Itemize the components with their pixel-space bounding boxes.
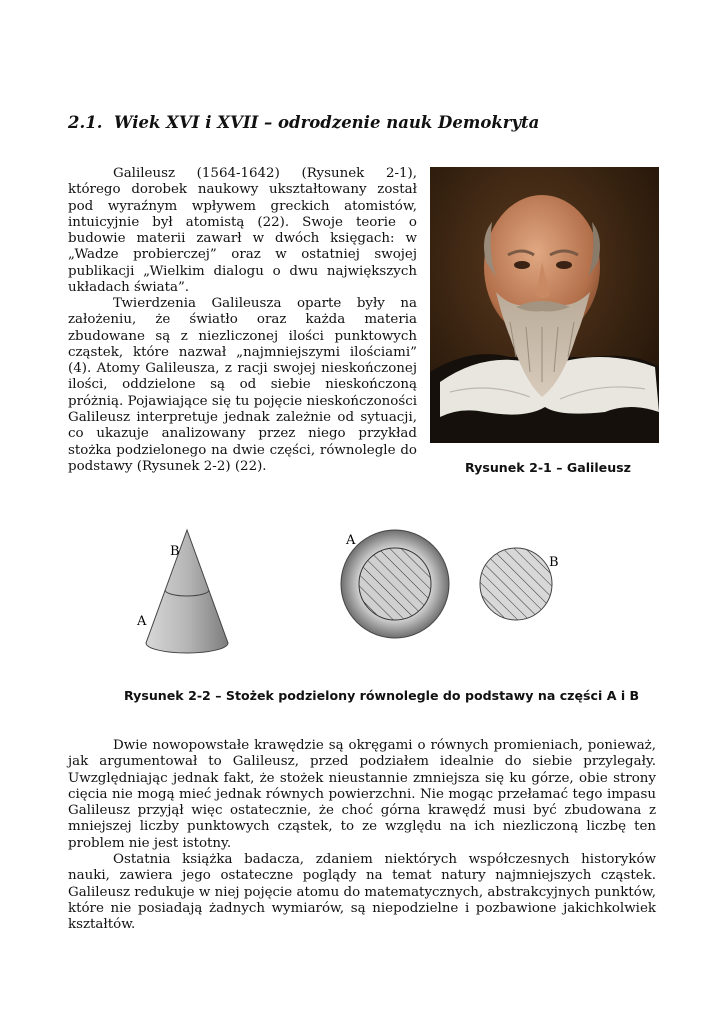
disk-section-b: [480, 548, 559, 620]
paragraph-4-text: Ostatnia książka badacza, zdaniem niektórych współczesnych historyków nauki, zawiera jego ostateczne poglądy na temat natury najmniejszych cząstek. Galileusz redukuje w niej pojęcie atomu do matematycznych, abstrakcyjnych punktów, które nie posiadają żadnych wymiarów, są niepodzielne i pozbawione jakichkolwiek kształtów.: [68, 852, 656, 933]
paragraph-4: [68, 852, 656, 933]
ring-label-a: A: [346, 533, 356, 548]
cone: [136, 530, 228, 653]
galileo-portrait: [430, 167, 659, 443]
figure-1-caption: Rysunek 2-1 – Galileusz: [465, 460, 632, 475]
cone-diagram: [120, 528, 580, 668]
paragraph-3-text: Dwie nowopowstałe krawędzie są okręgami o równych promieniach, ponieważ, jak argumentował to Galileusz, przed podziałem idealnie do siebie przylegały. Uwzględniając jednak fakt, że stożek nieustannie zmniejsza się ku górze, obie strony cięcia nie mogą mieć jednak równych powierzchni. Nie mogąc przełamać tego impasu Galileusz przyjął więc ostatecznie, że choć górna krawędź musi być zbudowana z mniejszej liczby punktowych cząstek, to ze względu na ich niezliczoną liczbę ten problem nie jest istotny.: [68, 738, 656, 851]
paragraph-2-text: Twierdzenia Galileusza oparte były na założeniu, że światło oraz każda materia zbudowane są z niezliczonej ilości punktowych cząstek, które nazwał „najmniejszymi ilościami” (4). Atomy Galileusza, z racji swojej nieskończonej ilości, oddzielone są od siebie nieskończoną próżnią. Pojawiające się tu pojęcie nieskończoności Galileusz interpretuje jednak zależnie od sytuacji, co ukazuje analizowany przez niego przykład stożka podzielonego na dwie części, równolegle do podstawy (Rysunek 2-2) (22).: [68, 296, 417, 474]
paragraph-1: [68, 166, 417, 296]
paragraph-2: [68, 296, 417, 475]
section-number: 2.1.: [68, 113, 103, 132]
section-heading: [68, 113, 539, 132]
figure-2-caption: Rysunek 2-2 – Stożek podzielony równolegle do podstawy na części A i B: [124, 688, 640, 703]
ring-section-a: [341, 530, 449, 638]
cone-label-b: B: [170, 544, 180, 559]
paragraph-1-text: Galileusz (1564-1642) (Rysunek 2-1), którego dorobek naukowy ukształtowany został pod wyraźnym wpływem greckich atomistów, intuicyjnie był atomistą (22). Swoje teorie o budowie materii zawarł w dwóch księgach: w „Wadze probierczej” oraz w ostatniej swojej publikacji „Wielkim dialogu o dwu największych układach świata”.: [68, 166, 417, 296]
cone-label-a: A: [137, 614, 147, 629]
disk-label-b: B: [549, 555, 559, 570]
paragraph-3: [68, 738, 656, 852]
section-title: Wiek XVI i XVII – odrodzenie nauk Demokryta: [114, 113, 540, 132]
